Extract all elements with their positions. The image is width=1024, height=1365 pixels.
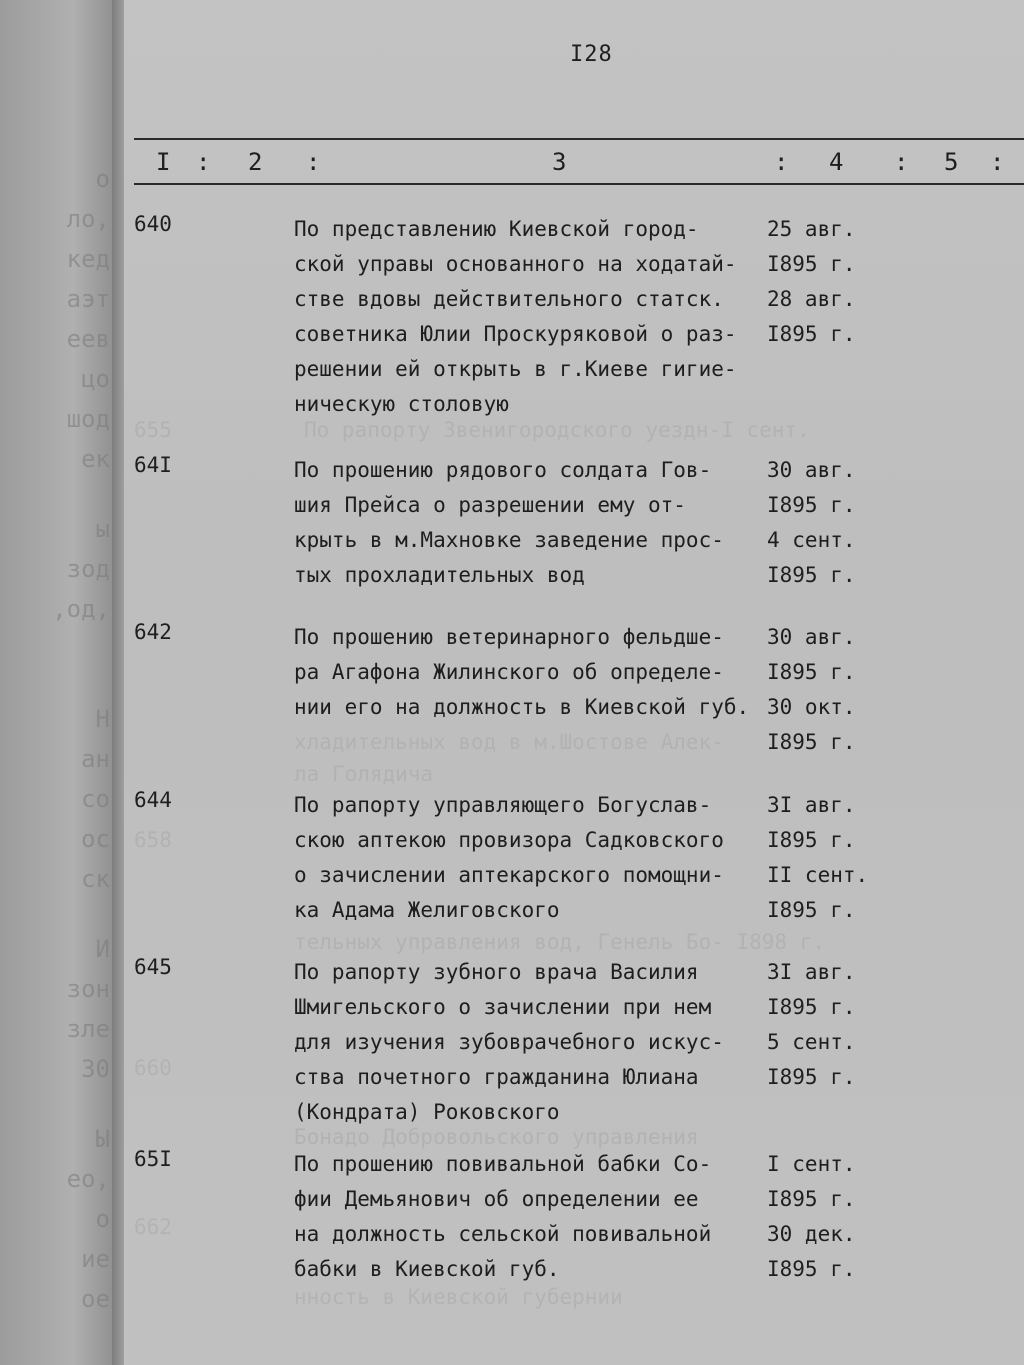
- facing-page-text: кед: [66, 245, 110, 273]
- entry-description: [294, 453, 794, 593]
- end-date: 5 сент.: [767, 1030, 856, 1054]
- description-line: По прошению повивальной бабки Со-: [294, 1152, 712, 1176]
- description-line: стве вдовы действительного статск.: [294, 287, 724, 311]
- facing-page-text: ,од,: [52, 595, 110, 623]
- start-year: I895 г.: [767, 493, 856, 517]
- entry-description: [294, 788, 794, 928]
- start-year: I895 г.: [767, 1187, 856, 1211]
- column-header-2: 2: [248, 148, 263, 176]
- description-line: По прошению ветеринарного фельдше-: [294, 625, 724, 649]
- start-year: I895 г.: [767, 252, 856, 276]
- description-line: По рапорту управляющего Богуслав-: [294, 793, 712, 817]
- end-date: II сент.: [767, 863, 869, 887]
- bleed-through-text: 658: [134, 828, 172, 852]
- document-page: [124, 0, 1024, 1365]
- bleed-through-text: хладительных вод в м.Шостове Алек-: [294, 730, 724, 754]
- column-header-5: 5: [944, 148, 959, 176]
- facing-page-text: Н: [95, 705, 110, 733]
- column-separator: :: [774, 148, 789, 176]
- column-header-1: I: [156, 148, 171, 176]
- start-year: I895 г.: [767, 660, 856, 684]
- description-line: Шмигельского о зачислении при нем: [294, 995, 712, 1019]
- description-line: на должность сельской повивальной: [294, 1222, 712, 1246]
- facing-page-text: аэт: [66, 285, 110, 313]
- facing-page-text: зод: [66, 555, 110, 583]
- description-line: По прошению рядового солдата Гов-: [294, 458, 712, 482]
- facing-page-text: Ы: [95, 1125, 110, 1153]
- facing-page: [0, 0, 122, 1365]
- description-line: ка Адама Желиговского: [294, 898, 560, 922]
- page-number: I28: [570, 42, 613, 67]
- description-line: крыть в м.Махновке заведение прос-: [294, 528, 724, 552]
- entry-dates: [767, 1147, 887, 1287]
- description-line: ра Агафона Жилинского об определе-: [294, 660, 724, 684]
- end-year: I895 г.: [767, 730, 856, 754]
- column-separator: :: [306, 148, 321, 176]
- column-header-4: 4: [829, 148, 844, 176]
- entry-dates: [767, 212, 887, 352]
- facing-page-text: цо: [81, 365, 110, 393]
- facing-page-text: еев: [66, 325, 110, 353]
- entry-description: [294, 1147, 794, 1287]
- facing-page-text: ек: [81, 445, 110, 473]
- entry-dates: [767, 955, 887, 1095]
- description-line: бабки в Киевской губ.: [294, 1257, 560, 1281]
- entry-number: 645: [134, 955, 172, 979]
- start-date: 30 авг.: [767, 625, 856, 649]
- column-separator: :: [196, 148, 211, 176]
- bleed-through-text: тельных управления вод, Генель Бо- I898 г.: [294, 930, 826, 954]
- description-line: решении ей открыть в г.Киеве гигие-: [294, 357, 737, 381]
- end-year: I895 г.: [767, 1257, 856, 1281]
- entry-description: [294, 955, 794, 1130]
- entry-dates: [767, 453, 887, 593]
- end-date: 4 сент.: [767, 528, 856, 552]
- end-year: I895 г.: [767, 898, 856, 922]
- start-date: 30 авг.: [767, 458, 856, 482]
- facing-page-text: ие: [81, 1245, 110, 1273]
- bleed-through-text: По рапорту Звенигородского уездн-I сент.: [304, 418, 810, 442]
- entry-number: 644: [134, 788, 172, 812]
- entry-description: [294, 620, 794, 725]
- description-line: тых прохладительных вод: [294, 563, 585, 587]
- description-line: ническую столовую: [294, 392, 509, 416]
- description-line: (Кондрата) Роковского: [294, 1100, 560, 1124]
- facing-page-text: ео,: [66, 1165, 110, 1193]
- entry-number: 65I: [134, 1147, 172, 1171]
- bleed-through-text: ла Голядича: [294, 762, 434, 786]
- description-line: ства почетного гражданина Юлиана: [294, 1065, 699, 1089]
- facing-page-text: 30: [81, 1055, 110, 1083]
- entry-number: 642: [134, 620, 172, 644]
- column-header-3: 3: [552, 148, 567, 176]
- start-date: 3I авг.: [767, 793, 856, 817]
- description-line: ской управы основанного на ходатай-: [294, 252, 737, 276]
- entry-number: 64I: [134, 453, 172, 477]
- end-date: 30 дек.: [767, 1222, 856, 1246]
- facing-page-text: ы: [95, 515, 110, 543]
- column-separator: :: [894, 148, 909, 176]
- facing-page-text: ос: [81, 825, 110, 853]
- facing-page-text: со: [81, 785, 110, 813]
- facing-page-text: зон: [66, 975, 110, 1003]
- description-line: шия Прейса о разрешении ему от-: [294, 493, 686, 517]
- description-line: фии Демьянович об определении ее: [294, 1187, 699, 1211]
- bleed-through-text: 662: [134, 1215, 172, 1239]
- facing-page-text: ое: [81, 1285, 110, 1313]
- end-year: I895 г.: [767, 563, 856, 587]
- bleed-through-text: нность в Киевской губернии: [294, 1285, 623, 1309]
- description-line: скою аптекою провизора Садковского: [294, 828, 724, 852]
- start-year: I895 г.: [767, 828, 856, 852]
- bleed-through-text: Бонадо Добровольского управления: [294, 1125, 699, 1149]
- header-top-rule: [134, 138, 1024, 140]
- facing-page-text: зле: [66, 1015, 110, 1043]
- start-year: I895 г.: [767, 995, 856, 1019]
- description-line: для изучения зубоврачебного искус-: [294, 1030, 724, 1054]
- description-line: советника Юлии Проскуряковой о раз-: [294, 322, 737, 346]
- entry-number: 640: [134, 212, 172, 236]
- description-line: По представлению Киевской город-: [294, 217, 699, 241]
- column-separator: :: [990, 148, 1005, 176]
- entry-dates: [767, 620, 887, 760]
- description-line: о зачислении аптекарского помощни-: [294, 863, 724, 887]
- header-bottom-rule: [134, 183, 1024, 185]
- facing-page-text: ск: [81, 865, 110, 893]
- facing-page-text: И: [95, 935, 110, 963]
- facing-page-text: ан: [81, 745, 110, 773]
- entry-dates: [767, 788, 887, 928]
- bleed-through-text: 660: [134, 1056, 172, 1080]
- entry-description: [294, 212, 794, 422]
- description-line: По рапорту зубного врача Василия: [294, 960, 699, 984]
- start-date: 3I авг.: [767, 960, 856, 984]
- end-date: 30 окт.: [767, 695, 856, 719]
- facing-page-text: ло,: [66, 205, 110, 233]
- bleed-through-text: 655: [134, 418, 172, 442]
- start-date: 25 авг.: [767, 217, 856, 241]
- end-year: I895 г.: [767, 322, 856, 346]
- start-date: I сент.: [767, 1152, 856, 1176]
- facing-page-text: о: [95, 1205, 110, 1233]
- facing-page-text: шод: [66, 405, 110, 433]
- end-date: 28 авг.: [767, 287, 856, 311]
- facing-page-text: о: [95, 165, 110, 193]
- description-line: нии его на должность в Киевской губ.: [294, 695, 750, 719]
- end-year: I895 г.: [767, 1065, 856, 1089]
